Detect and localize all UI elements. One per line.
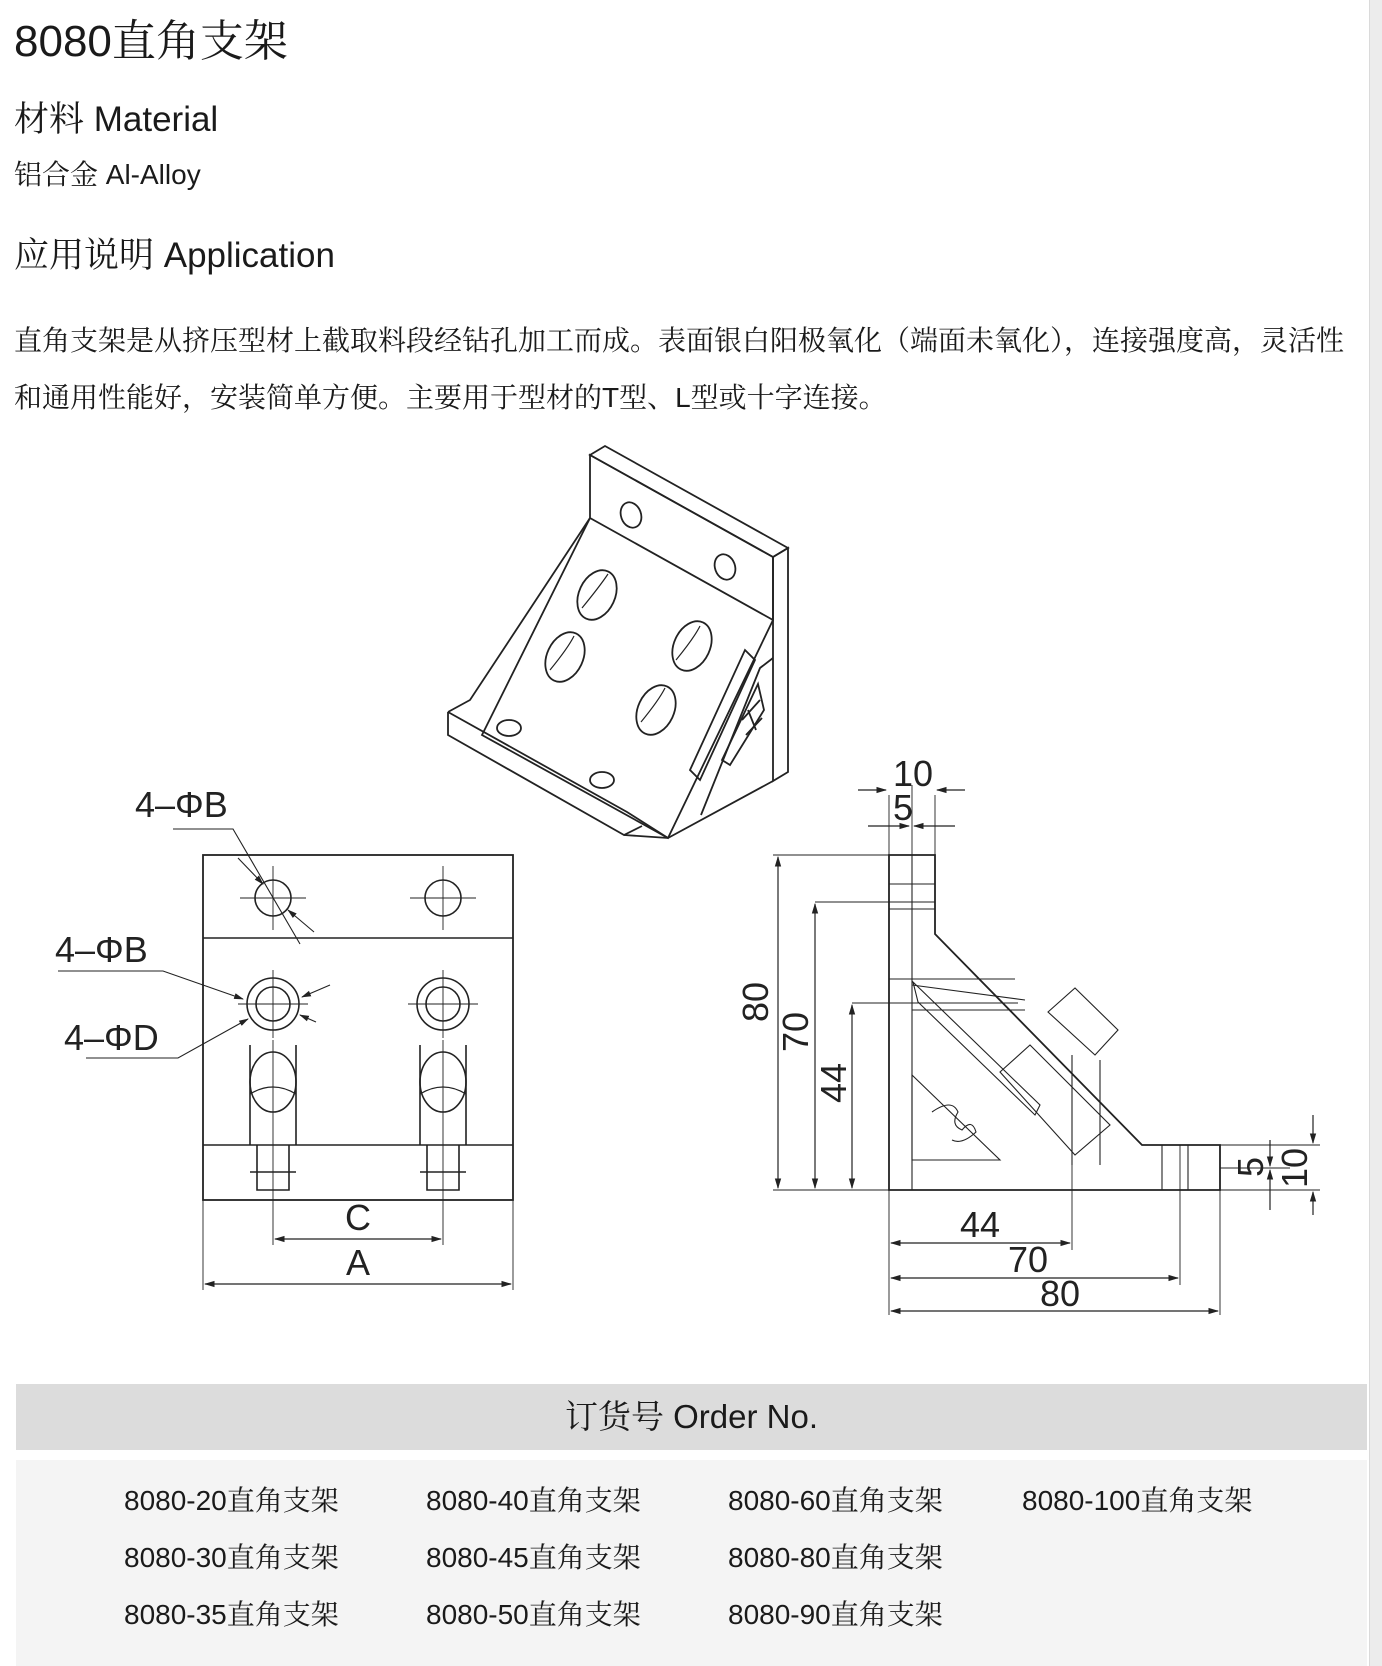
dimension-10-right: 10 [1274, 1147, 1315, 1189]
order-item-8080-20: 8080-20直角支架 [124, 1485, 339, 1516]
material-value: 铝合金 Al-Alloy [14, 159, 201, 190]
application-description: 直角支架是从挤压型材上截取料段经钻孔加工而成。表面银白阳极氧化（端面未氧化），连接强度高，灵活性和通用性能好，安装简单方便。主要用于型材的T型、L型或十字连接。 [14, 325, 1345, 413]
order-item-8080-35: 8080-35直角支架 [124, 1599, 339, 1630]
front-view [55, 784, 513, 1290]
dimension-70-horizontal: 70 [1007, 1239, 1049, 1280]
application-heading: 应用说明 Application [14, 236, 335, 275]
order-item-8080-40: 8080-40直角支架 [426, 1485, 641, 1516]
order-item-8080-45: 8080-45直角支架 [426, 1542, 641, 1573]
dimension-5-top: 5 [892, 787, 914, 828]
page-title: 8080直角支架 [14, 17, 288, 66]
dimension-5-right: 5 [1230, 1156, 1271, 1178]
order-item-8080-30: 8080-30直角支架 [124, 1542, 339, 1573]
isometric-view [448, 446, 788, 838]
technical-drawing [0, 440, 1370, 1320]
order-number-heading: 订货号 Order No. [16, 1384, 1367, 1450]
material-heading: 材料 Material [14, 100, 219, 139]
dimension-80-horizontal: 80 [1039, 1273, 1081, 1314]
dimension-80-vertical: 80 [735, 981, 776, 1023]
label-4-phi-b-mid: 4–ΦB [55, 929, 148, 970]
dimension-70-vertical: 70 [775, 1011, 816, 1053]
order-item-8080-50: 8080-50直角支架 [426, 1599, 641, 1630]
order-item-8080-100: 8080-100直角支架 [1022, 1485, 1253, 1516]
label-4-phi-d: 4–ΦD [64, 1017, 159, 1058]
dimension-c: C [345, 1197, 371, 1238]
order-number-list [16, 1460, 1367, 1666]
order-item-8080-60: 8080-60直角支架 [728, 1485, 943, 1516]
page-scrollbar[interactable] [1369, 0, 1382, 1666]
side-view [735, 753, 1320, 1315]
label-4-phi-b-top: 4–ΦB [135, 784, 228, 825]
order-item-8080-90: 8080-90直角支架 [728, 1599, 943, 1630]
dimension-44-vertical: 44 [813, 1062, 854, 1104]
dimension-a: A [345, 1242, 371, 1283]
dimension-44-horizontal: 44 [959, 1204, 1001, 1245]
dimension-10-top: 10 [892, 753, 934, 794]
order-item-8080-80: 8080-80直角支架 [728, 1542, 943, 1573]
